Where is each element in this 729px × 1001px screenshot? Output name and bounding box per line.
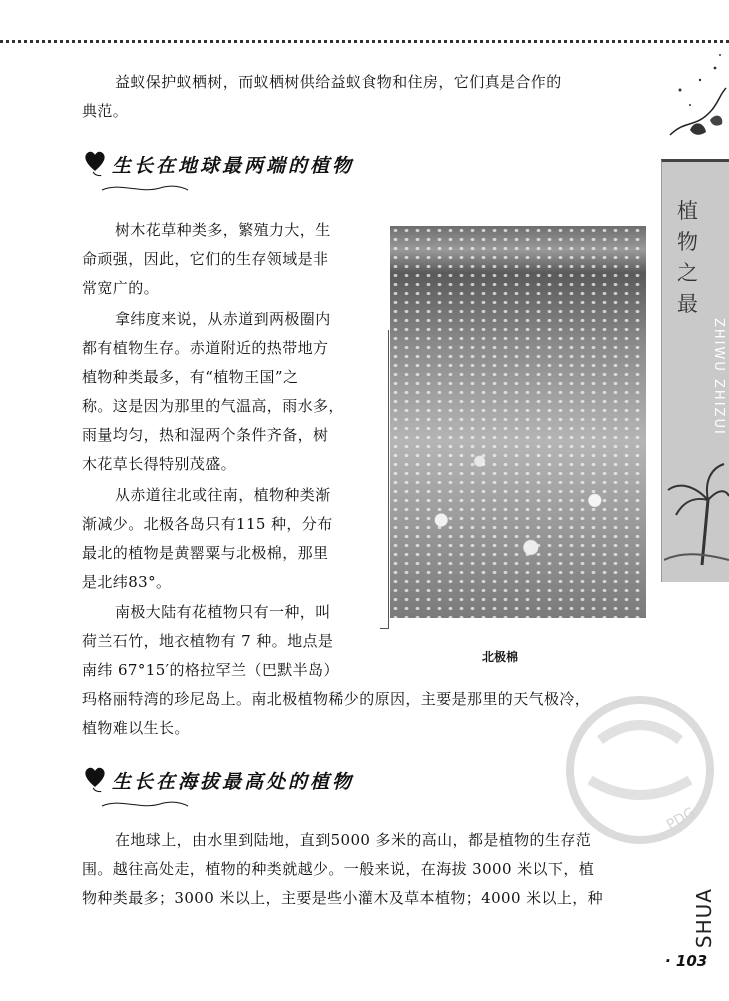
chapter-title-char: 植	[677, 199, 698, 223]
paragraph-line: 称。这是因为那里的气温高，雨水多，	[82, 397, 344, 415]
paragraph-line: 最北的植物是黄罂粟与北极棉，那里	[82, 544, 329, 562]
palm-tree-icon	[664, 460, 729, 570]
paragraph-line: 树木花草种类多，繁殖力大，生	[115, 221, 331, 239]
photo-caption: 北极棉	[482, 650, 519, 664]
heading-flourish-icon	[100, 796, 190, 812]
photo-frame-line	[380, 330, 389, 629]
watermark-text: PDG	[664, 804, 699, 834]
watermark-seal-icon	[520, 690, 729, 850]
page-number: · 103	[665, 952, 708, 970]
paragraph-line: 荷兰石竹，地衣植物有 7 种。地点是	[82, 632, 334, 650]
heading-flourish-icon	[100, 180, 190, 196]
floral-ornament-icon	[660, 50, 729, 150]
paragraph-line: 命顽强，因此，它们的生存领域是非	[82, 250, 329, 268]
chapter-title-char: 物	[677, 230, 698, 254]
heart-icon	[80, 764, 110, 794]
chapter-title-char: 最	[677, 292, 698, 316]
paragraph-line: 从赤道往北或往南，植物种类渐	[115, 486, 331, 504]
paragraph-line: 物种类最多；3000 米以上，主要是些小灌木及草本植物；4000 米以上，种	[82, 889, 604, 907]
paragraph-line: 南纬 67°15′的格拉罕兰（巴默半岛）	[82, 661, 339, 679]
paragraph-line: 南极大陆有花植物只有一种，叫	[115, 603, 331, 621]
brand-vertical-text: SHUA	[692, 888, 716, 949]
paragraph-line: 木花草长得特别茂盛。	[82, 455, 237, 473]
paragraph-line: 渐减少。北极各岛只有115 种，分布	[82, 515, 333, 533]
paragraph-line: 是北纬83°。	[82, 573, 172, 591]
section-heading	[80, 148, 354, 178]
intro-line-1: 益蚁保护蚁栖树，而蚁栖树供给益蚁食物和住房，它们真是合作的	[115, 73, 562, 91]
section-heading-text: 生长在地球最两端的植物	[112, 155, 355, 177]
intro-line-2: 典范。	[82, 102, 129, 120]
paragraph-line: 都有植物生存。赤道附近的热带地方	[82, 339, 329, 357]
paragraph-line: 玛格丽特湾的珍尼岛上。南北极植物稀少的原因，主要是那里的天气极冷，	[82, 690, 591, 708]
arctic-cotton-photo	[390, 226, 646, 618]
heart-icon	[80, 148, 110, 178]
section-heading	[80, 764, 354, 794]
paragraph-line: 雨量均匀，热和湿两个条件齐备，树	[82, 426, 329, 444]
chapter-title-vertical	[677, 196, 707, 320]
paragraph-line: 植物种类最多，有“植物王国”之	[82, 368, 299, 386]
chapter-title-char: 之	[677, 261, 698, 285]
section-heading-text: 生长在海拔最高处的植物	[112, 771, 355, 793]
paragraph-line: 拿纬度来说，从赤道到两极圈内	[115, 310, 331, 328]
paragraph-line: 常宽广的。	[82, 279, 160, 297]
chapter-pinyin: ZHIWU ZHIZUI	[711, 318, 726, 436]
paragraph-line: 在地球上，由水里到陆地，直到5000 多米的高山，都是植物的生存范	[115, 831, 592, 849]
paragraph-line: 植物难以生长。	[82, 719, 190, 737]
paragraph-line: 围。越往高处走，植物的种类就越少。一般来说，在海拔 3000 米以下，植	[82, 860, 595, 878]
top-dotted-rule	[0, 40, 729, 43]
